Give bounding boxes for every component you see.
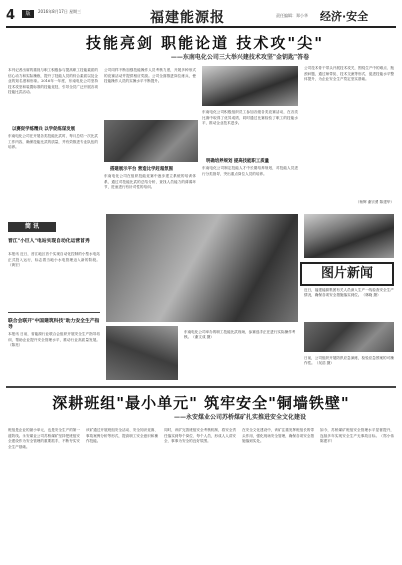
top-story-subheadline: ——东南电化公司三大举兴建技术攻坚"金钥匙"答卷 xyxy=(170,54,310,61)
top-story-col1-text: 本刊记者出席的重视与职工积极参与提高职工技能素质的信心动力和实际操练，提升了技能人员的综合素质以及企业的知名度和形象。2016年一年度，东南电化公司坚持技术攻坚和装置标准的技能竞技，引导全员广泛开展各项技能比武活动。 xyxy=(8,68,98,95)
brief-2-title: 联合会联开"中国建筑科技"助力安全生产指导 xyxy=(8,318,100,330)
center-photo-top xyxy=(106,214,298,322)
page-number: 4 xyxy=(6,8,16,23)
top-story-col1-subhead: 以赛促学练精兵 以学促练谋发展 xyxy=(12,127,75,132)
top-story-col1-text2: 东南电化公司在开展各类技能比武时，每月总结一次比武工作内容，确保技能比武的质量，并有效推进专业队伍的培养。 xyxy=(8,134,98,150)
bottom-story-subheadline: ——永安煤业公司苏桥煤矿扎实推进安全文化建设 xyxy=(173,414,306,421)
page-badge: 版 xyxy=(22,10,34,18)
page-editor: 责任编辑：郑小华 xyxy=(276,13,308,18)
bottom-story-col1: 班组是企业的最小单元，也是安全生产的第一道防线。永安煤业公司苏桥煤矿坚持把班组安全建设作为安全管理的重要抓手，不断夯实安全生产基础。 xyxy=(8,428,80,449)
brief-1-title: 晋江"小巨人"电站实现自动化运营首秀 xyxy=(8,238,90,244)
briefs-divider xyxy=(8,312,100,313)
picture-news-photo xyxy=(304,214,394,258)
top-story-col3-text2: 东南电化公司制定技能人才中长期培养规划，对技能人员进行分类指导，突出重点岗位人员的培养。 xyxy=(202,166,298,176)
top-story-col3-text: 东南电化公司积极组织员工参加各级各类竞赛活动，在各类比赛中取得了优异成绩，同时通过比赛检验了职工的技能水平，推动企业技术进步。 xyxy=(202,110,298,126)
bottom-story-col2: 该矿通过开展班组安全活动、安全知识竞赛、事故案例分析等形式，提高职工安全意识和操作技能。 xyxy=(86,428,158,444)
picture-news-label: 图片新闻 xyxy=(300,262,394,286)
top-story-photo-left xyxy=(104,120,198,162)
top-story-col2-text: 公司同样不断加强技能操作人员考核力度，开展多种形式的竞赛活动并提供相应奖励。公司全面推进岗位练兵，使技能操作人员的实操水平不断提升。 xyxy=(104,68,196,84)
bottom-story-col5: 如今，苏桥煤矿班组安全管理水平显著提升，连续多年实现安全生产无事故目标。（郑小伟 陈建平） xyxy=(320,428,394,444)
picture-news-caption-1: 近日，福建能源集团有关人员深入生产一线检查安全生产情况，确保各项安全措施落实到位。（林晓 摄） xyxy=(304,288,394,298)
section-title: 经济·安全 xyxy=(320,10,369,23)
top-story-photo-caption: 东南电化公司举办的职工技能比武现场，参赛选手正在进行实际操作考核。（谢文成 摄） xyxy=(184,330,296,340)
brief-1-text: 本报讯 近日，晋江地区首个实现自动化控制的小型水电站正式投入运行，标志着当地小水电管理迈入新的阶段。（黄宏） xyxy=(8,252,100,268)
picture-news-caption-2: 日前，公司组织开展防汛应急演练，检验应急预案的可操作性。（吴浩 摄） xyxy=(304,356,394,366)
bottom-story-col3: 同时，该矿完善班组安全考核机制，将安全责任落实到每个岗位、每个人员，形成人人讲安全、事事为安全的良好氛围。 xyxy=(164,428,236,444)
brief-2-text: 本报讯 日前，省能源行业联合会组织开展安全生产指导培训，帮助企业提升安全管理水平，推动行业高质量发展。（陈亮） xyxy=(8,332,100,348)
top-story-col4-text: 公司技术骨干带头开展技术攻关，围绕生产中的难点、瓶颈问题，通过师带徒、技术交流等形式，促进技能水平整体提升，为企业安全生产奠定坚实基础。 xyxy=(304,66,394,82)
top-story-photo-right xyxy=(202,66,298,106)
center-photo-bottom xyxy=(106,326,178,380)
bottom-story-divider xyxy=(6,386,396,388)
top-story-col3-subhead: 明确培养规划 提高技能职工质量 xyxy=(206,159,269,164)
picture-news-photo-2 xyxy=(304,322,394,352)
issue-date: 2016年8月17日 星期三 xyxy=(38,9,82,14)
top-story-col2-subhead: 搭建展示平台 营造比学赶超氛围 xyxy=(110,167,173,172)
bottom-story-col4: 在安全文化建设中，该矿注重发挥班组长的带头作用，强化现场安全管理，确保各项安全措施落到实处。 xyxy=(242,428,314,444)
top-story-col2-text2: 东南电化公司在组织技能竞赛中逐步建立系统的培训体系，通过对技能比武的总结分析，查找人员能力的薄弱环节，进而进行有针对性的培训。 xyxy=(104,174,196,190)
newspaper-name: 福建能源报 xyxy=(150,10,225,26)
top-story-byline: （杨辉 谢宗勇 陈建华） xyxy=(355,200,394,204)
top-story-headline: 技能亮剑 职能论道 技术攻"尖" xyxy=(85,34,325,52)
bottom-story-headline: 深耕班组"最小单元" 筑牢安全"铜墙铁壁" xyxy=(52,394,350,412)
briefs-bar: 简 讯 xyxy=(8,222,56,232)
